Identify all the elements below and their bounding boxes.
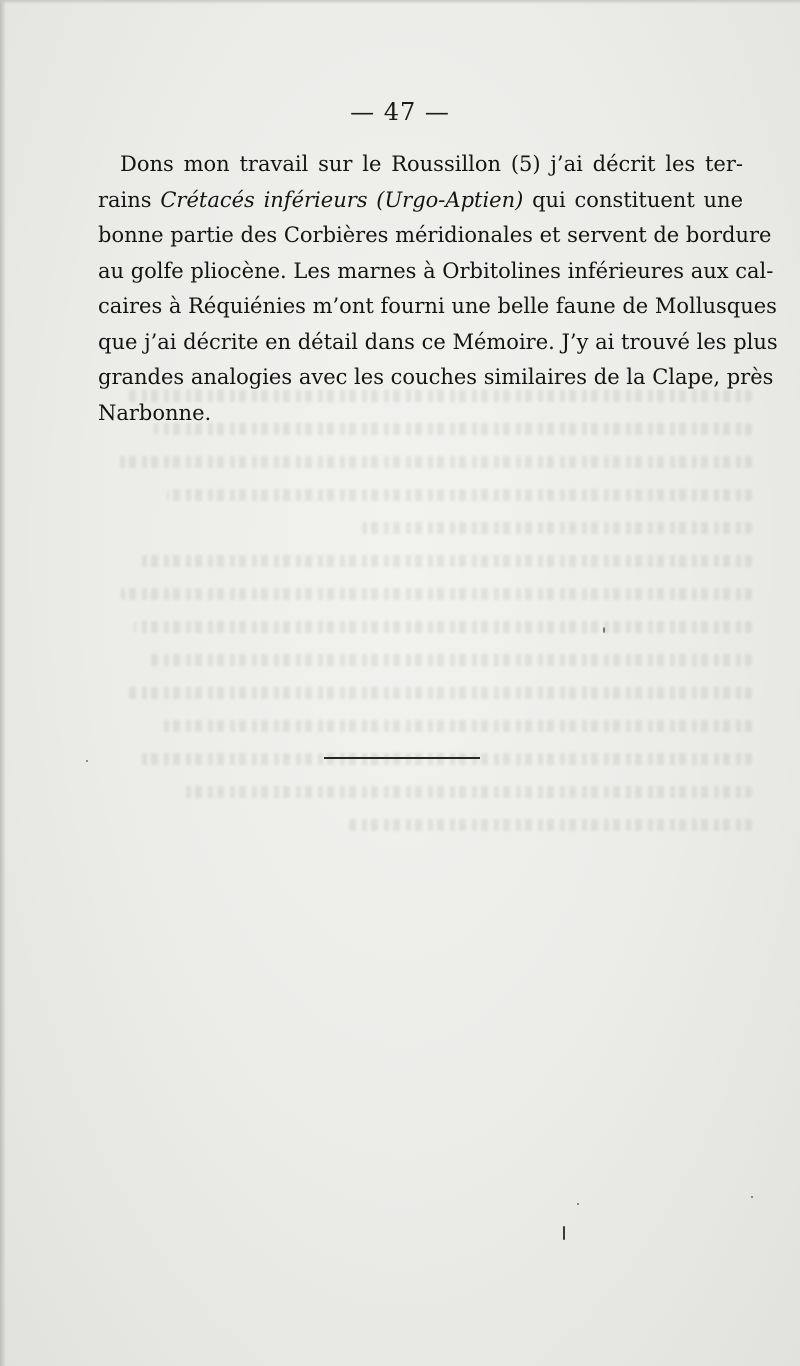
page-top-shadow	[0, 0, 800, 4]
text-line: rains Crétacés inférieurs (Urgo-Aptien) qui constituent une	[98, 187, 743, 212]
show-through-text	[102, 390, 752, 910]
page-number: — 47 —	[350, 98, 450, 126]
text-line: au golfe pliocène. Les marnes à Orbitolines inférieures aux cal-	[98, 258, 774, 283]
paper-speck	[86, 760, 88, 762]
paper-speck	[751, 1196, 753, 1198]
section-divider	[324, 757, 480, 759]
paper-speck	[577, 1203, 579, 1205]
text-line: Narbonne.	[98, 400, 212, 425]
italic-term: Crétacés inférieurs (Urgo-Aptien)	[160, 187, 524, 212]
body-paragraph	[98, 147, 778, 431]
text-line: bonne partie des Corbières méridionales et servent de bordure	[98, 223, 772, 247]
page-edge-shadow	[0, 0, 6, 1366]
text-line: caires à Réquiénies m’ont fourni une belle faune de Mollusques	[98, 294, 777, 318]
paper-speck	[563, 1226, 565, 1240]
text-line: que j’ai décrite en détail dans ce Mémoire. J’y ai trouvé les plus	[98, 329, 778, 354]
text-line: Dons mon travail sur le Roussillon (5) j’ai décrit les ter-	[120, 152, 743, 176]
paper-speck	[603, 627, 605, 633]
text-line: grandes analogies avec les couches similaires de la Clape, près	[98, 365, 774, 389]
